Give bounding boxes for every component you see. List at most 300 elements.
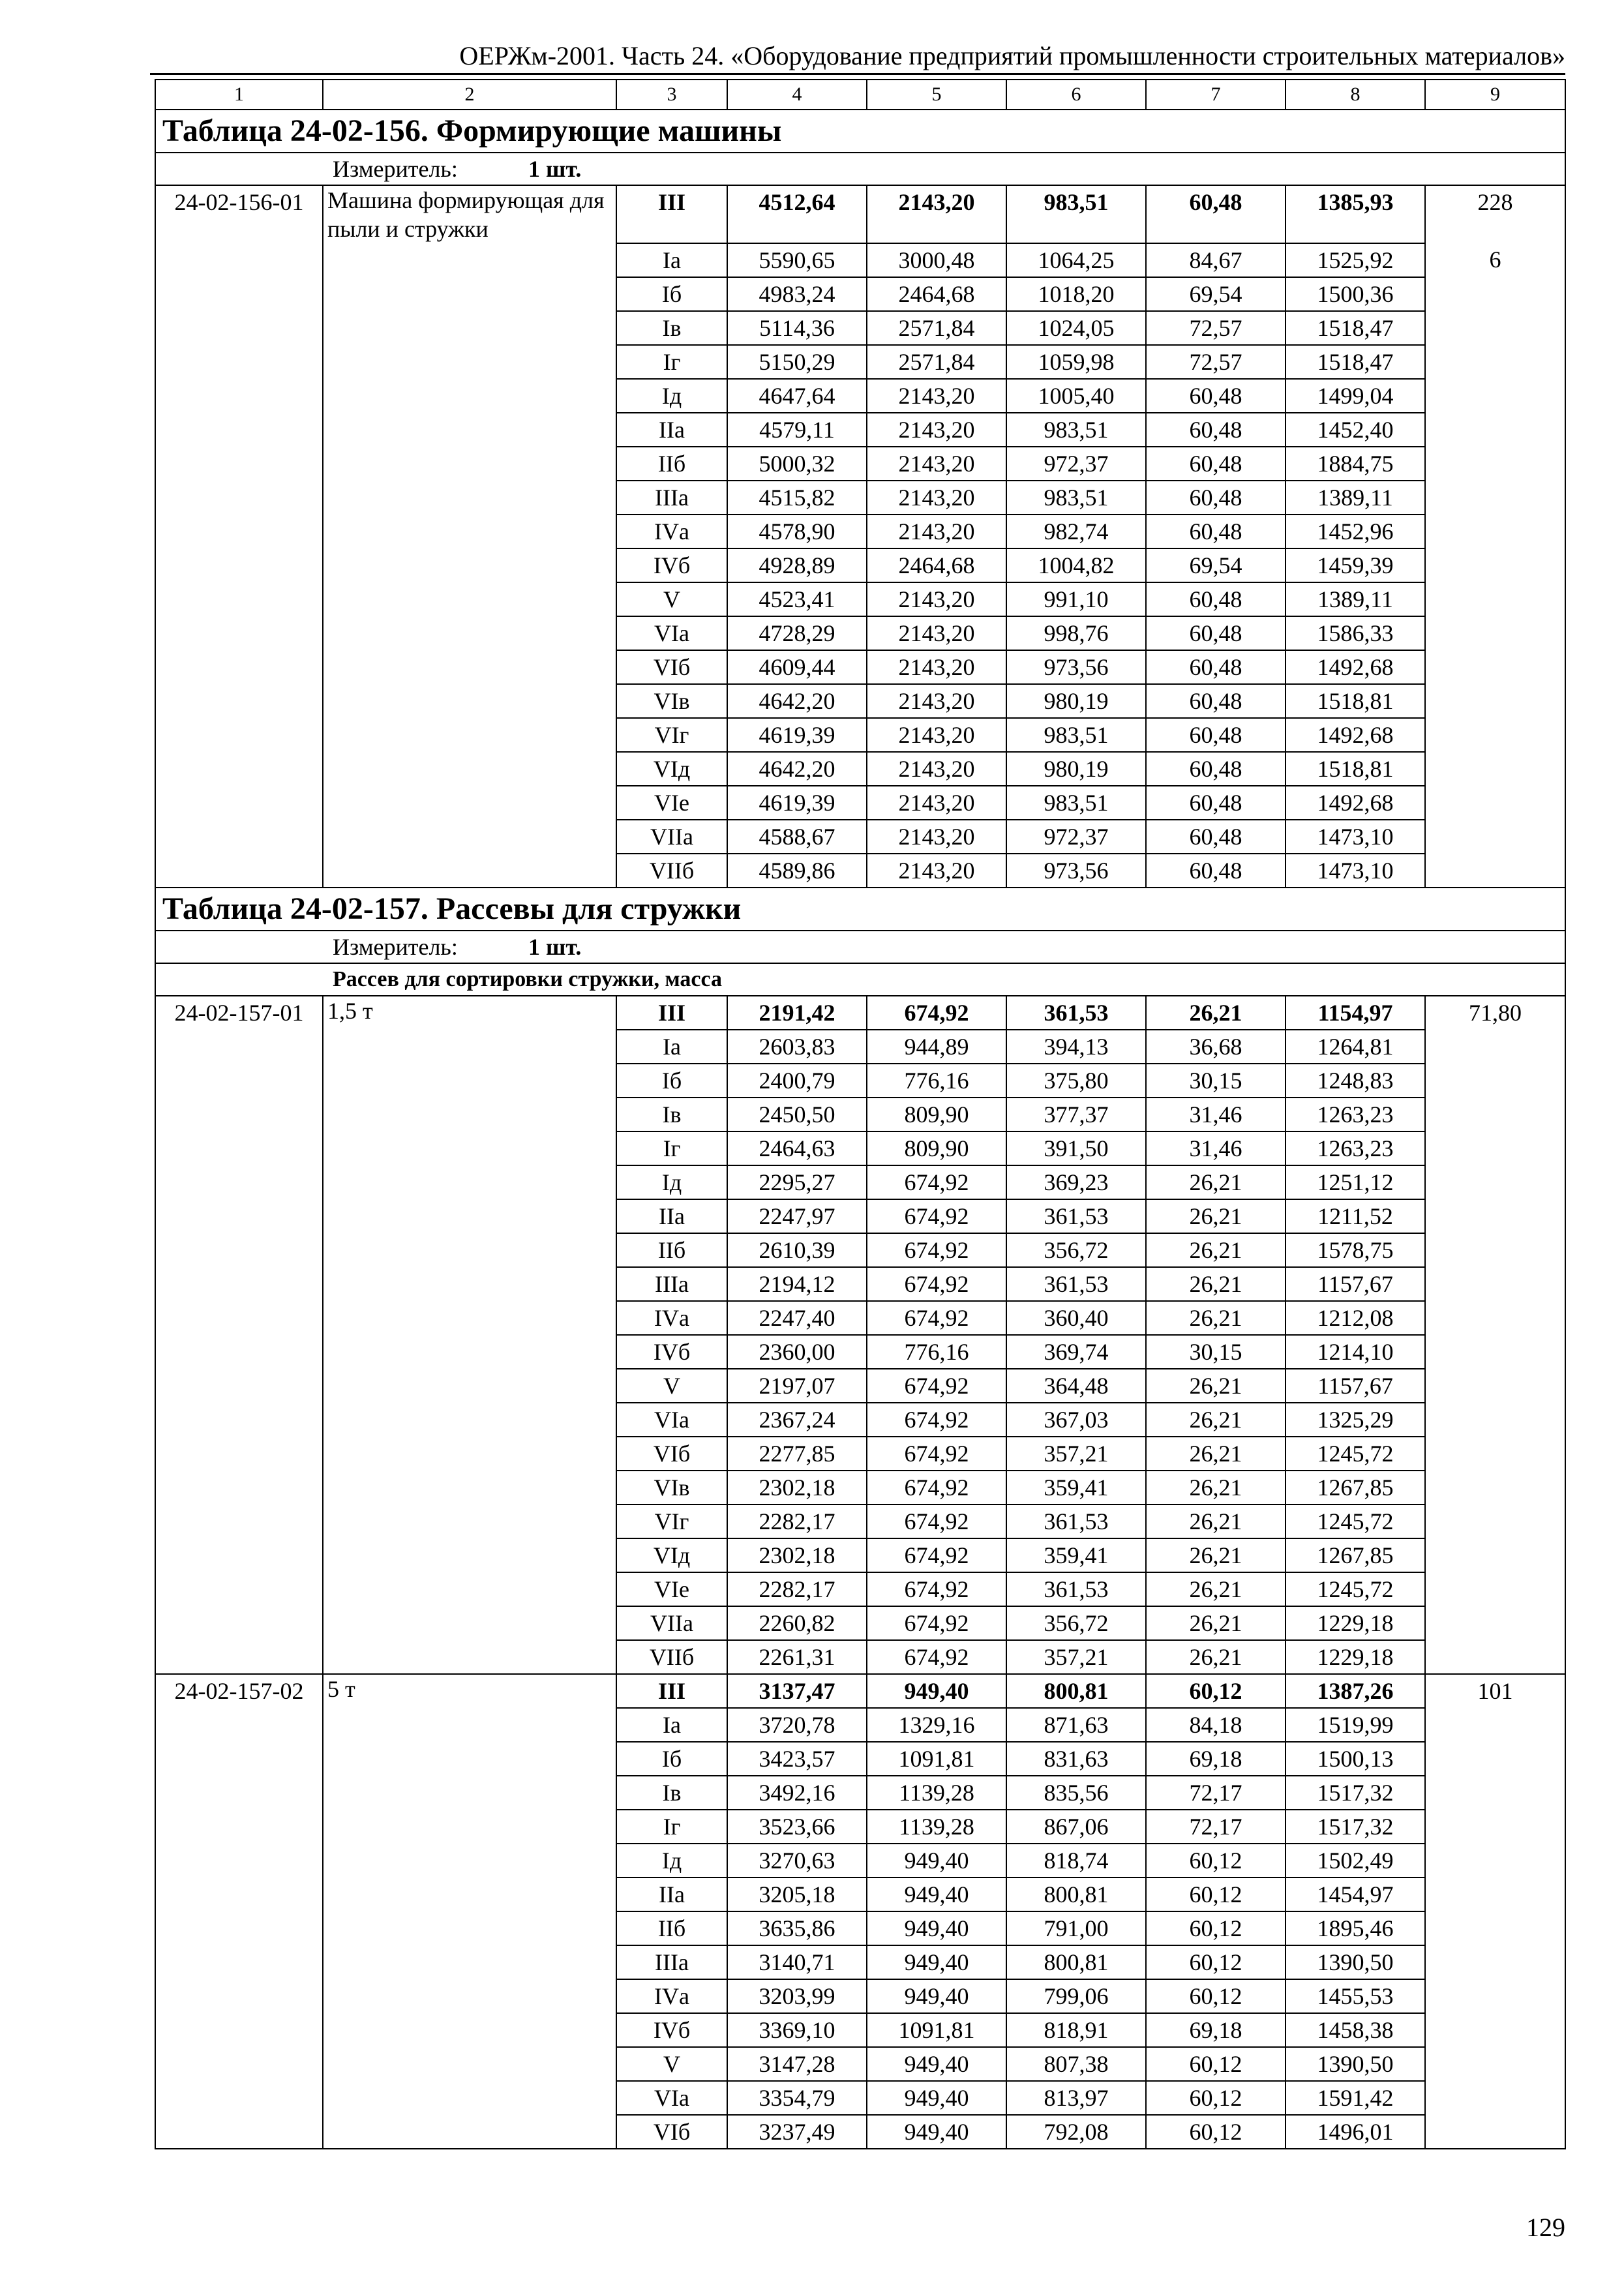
name-cell <box>323 2047 616 2081</box>
name-cell <box>323 752 616 786</box>
table-row <box>155 515 1565 548</box>
code-cell <box>155 786 323 820</box>
name-cell <box>323 2115 616 2149</box>
col9-cell <box>1425 1742 1565 1776</box>
value-cell: 2143,20 <box>867 413 1006 447</box>
value-cell: 2143,20 <box>867 650 1006 684</box>
value-cell: 980,19 <box>1006 684 1146 718</box>
col9-cell <box>1425 616 1565 650</box>
unit-label: Измеритель: <box>333 934 458 960</box>
value-cell: 60,48 <box>1146 684 1286 718</box>
value-cell: 831,63 <box>1006 1742 1146 1776</box>
value-cell: 3270,63 <box>727 1844 867 1878</box>
value-cell: 2143,20 <box>867 481 1006 515</box>
value-cell: 674,92 <box>867 1572 1006 1606</box>
table-row <box>155 2081 1565 2115</box>
value-cell: 871,63 <box>1006 1708 1146 1742</box>
value-cell: 1492,68 <box>1286 650 1425 684</box>
zone-cell: Iв <box>616 1776 727 1810</box>
value-cell: 1454,97 <box>1286 1878 1425 1911</box>
col9-cell <box>1425 1301 1565 1335</box>
value-cell: 69,18 <box>1146 2013 1286 2047</box>
column-number: 4 <box>727 80 867 110</box>
col9-cell <box>1425 786 1565 820</box>
zone-cell: Iд <box>616 379 727 413</box>
name-cell <box>323 1030 616 1064</box>
value-cell: 60,48 <box>1146 650 1286 684</box>
value-cell: 60,48 <box>1146 481 1286 515</box>
value-cell: 809,90 <box>867 1098 1006 1131</box>
value-cell: 31,46 <box>1146 1098 1286 1131</box>
unit-row <box>155 931 1565 963</box>
value-cell: 1211,52 <box>1286 1199 1425 1233</box>
table-row <box>155 582 1565 616</box>
col9-cell <box>1425 1199 1565 1233</box>
col9-cell: 101 <box>1425 1674 1565 1708</box>
zone-cell: VIг <box>616 718 727 752</box>
code-cell <box>155 1064 323 1098</box>
value-cell: 3137,47 <box>727 1674 867 1708</box>
value-cell: 4642,20 <box>727 684 867 718</box>
value-cell: 983,51 <box>1006 185 1146 243</box>
value-cell: 2302,18 <box>727 1538 867 1572</box>
unit-value: 1 шт. <box>528 156 582 182</box>
col9-cell <box>1425 1437 1565 1471</box>
name-cell <box>323 1301 616 1335</box>
name-cell <box>323 1267 616 1301</box>
value-cell: 1214,10 <box>1286 1335 1425 1369</box>
value-cell: 1473,10 <box>1286 854 1425 888</box>
zone-cell: IIа <box>616 1878 727 1911</box>
code-cell: 24-02-157-02 <box>155 1674 323 1708</box>
header-rule <box>150 73 1565 75</box>
value-cell: 2143,20 <box>867 820 1006 854</box>
name-cell <box>323 1064 616 1098</box>
value-cell: 973,56 <box>1006 650 1146 684</box>
zone-cell: VIв <box>616 684 727 718</box>
unit-row <box>155 153 1565 185</box>
value-cell: 377,37 <box>1006 1098 1146 1131</box>
value-cell: 1455,53 <box>1286 1979 1425 2013</box>
zone-cell: V <box>616 2047 727 2081</box>
col9-cell <box>1425 2013 1565 2047</box>
code-cell <box>155 1708 323 1742</box>
column-number-row <box>155 80 1565 110</box>
value-cell: 1390,50 <box>1286 1945 1425 1979</box>
value-cell: 394,13 <box>1006 1030 1146 1064</box>
value-cell: 1004,82 <box>1006 548 1146 582</box>
value-cell: 1519,99 <box>1286 1708 1425 1742</box>
zone-cell: Iа <box>616 1708 727 1742</box>
table-row <box>155 1810 1565 1844</box>
col9-cell <box>1425 1504 1565 1538</box>
value-cell: 361,53 <box>1006 1504 1146 1538</box>
value-cell: 949,40 <box>867 1844 1006 1878</box>
value-cell: 949,40 <box>867 1979 1006 2013</box>
value-cell: 949,40 <box>867 2081 1006 2115</box>
value-cell: 1263,23 <box>1286 1098 1425 1131</box>
name-cell <box>323 1776 616 1810</box>
value-cell: 674,92 <box>867 1301 1006 1335</box>
col9-cell <box>1425 311 1565 345</box>
value-cell: 375,80 <box>1006 1064 1146 1098</box>
value-cell: 1267,85 <box>1286 1538 1425 1572</box>
code-cell <box>155 1810 323 1844</box>
value-cell: 60,48 <box>1146 379 1286 413</box>
code-cell <box>155 1335 323 1369</box>
value-cell: 2143,20 <box>867 447 1006 481</box>
code-cell <box>155 1945 323 1979</box>
table-row <box>155 277 1565 311</box>
value-cell: 60,48 <box>1146 854 1286 888</box>
value-cell: 1245,72 <box>1286 1437 1425 1471</box>
code-cell <box>155 1979 323 2013</box>
value-cell: 1064,25 <box>1006 243 1146 277</box>
page-number: 129 <box>1526 2213 1565 2242</box>
zone-cell: VIIб <box>616 1640 727 1674</box>
zone-cell: IIб <box>616 1911 727 1945</box>
code-cell <box>155 1301 323 1335</box>
value-cell: 359,41 <box>1006 1538 1146 1572</box>
value-cell: 3147,28 <box>727 2047 867 2081</box>
zone-cell: Iа <box>616 243 727 277</box>
zone-cell: VIа <box>616 616 727 650</box>
value-cell: 2143,20 <box>867 515 1006 548</box>
zone-cell: IIIа <box>616 1267 727 1301</box>
col9-cell <box>1425 684 1565 718</box>
zone-cell: IIа <box>616 1199 727 1233</box>
col9-cell <box>1425 1098 1565 1131</box>
col9-cell <box>1425 854 1565 888</box>
table-row <box>155 311 1565 345</box>
value-cell: 2143,20 <box>867 854 1006 888</box>
value-cell: 60,12 <box>1146 1844 1286 1878</box>
value-cell: 2143,20 <box>867 752 1006 786</box>
value-cell: 359,41 <box>1006 1471 1146 1504</box>
section-title-row <box>155 110 1565 153</box>
table-row <box>155 1030 1565 1064</box>
name-cell <box>323 379 616 413</box>
column-number: 7 <box>1146 80 1286 110</box>
table-row <box>155 1640 1565 1674</box>
table-row <box>155 786 1565 820</box>
zone-cell: VIб <box>616 2115 727 2149</box>
value-cell: 1895,46 <box>1286 1911 1425 1945</box>
value-cell: 674,92 <box>867 1233 1006 1267</box>
table-row <box>155 996 1565 1030</box>
value-cell: 982,74 <box>1006 515 1146 548</box>
value-cell: 26,21 <box>1146 1403 1286 1437</box>
value-cell: 60,12 <box>1146 1674 1286 1708</box>
value-cell: 674,92 <box>867 1471 1006 1504</box>
value-cell: 361,53 <box>1006 1267 1146 1301</box>
value-cell: 2367,24 <box>727 1403 867 1437</box>
value-cell: 1325,29 <box>1286 1403 1425 1437</box>
name-cell <box>323 1131 616 1165</box>
name-cell <box>323 1335 616 1369</box>
column-number: 1 <box>155 80 323 110</box>
value-cell: 674,92 <box>867 1606 1006 1640</box>
value-cell: 361,53 <box>1006 1572 1146 1606</box>
table-row <box>155 1504 1565 1538</box>
value-cell: 26,21 <box>1146 1199 1286 1233</box>
value-cell: 4588,67 <box>727 820 867 854</box>
section-title: Таблица 24-02-156. Формирующие машины <box>155 110 1565 153</box>
value-cell: 26,21 <box>1146 1606 1286 1640</box>
value-cell: 3140,71 <box>727 1945 867 1979</box>
value-cell: 983,51 <box>1006 481 1146 515</box>
table-row <box>155 1572 1565 1606</box>
value-cell: 3203,99 <box>727 1979 867 2013</box>
value-cell: 26,21 <box>1146 1471 1286 1504</box>
code-cell <box>155 243 323 277</box>
code-cell <box>155 1471 323 1504</box>
value-cell: 983,51 <box>1006 718 1146 752</box>
value-cell: 1518,81 <box>1286 684 1425 718</box>
value-cell: 4523,41 <box>727 582 867 616</box>
value-cell: 1525,92 <box>1286 243 1425 277</box>
name-cell <box>323 277 616 311</box>
col9-cell <box>1425 820 1565 854</box>
value-cell: 60,48 <box>1146 786 1286 820</box>
value-cell: 2450,50 <box>727 1098 867 1131</box>
value-cell: 1492,68 <box>1286 786 1425 820</box>
name-cell <box>323 481 616 515</box>
value-cell: 674,92 <box>867 1267 1006 1301</box>
name-cell: Машина формирующая для пыли и стружки <box>323 185 616 243</box>
code-cell <box>155 1199 323 1233</box>
value-cell: 1005,40 <box>1006 379 1146 413</box>
subheading-text: Рассев для сортировки стружки, масса <box>333 967 723 991</box>
value-cell: 1212,08 <box>1286 1301 1425 1335</box>
zone-cell: IVб <box>616 2013 727 2047</box>
zone-cell: VIе <box>616 786 727 820</box>
code-cell <box>155 1776 323 1810</box>
value-cell: 72,17 <box>1146 1810 1286 1844</box>
value-cell: 776,16 <box>867 1335 1006 1369</box>
value-cell: 84,18 <box>1146 1708 1286 1742</box>
value-cell: 26,21 <box>1146 1165 1286 1199</box>
value-cell: 3369,10 <box>727 2013 867 2047</box>
col9-cell <box>1425 752 1565 786</box>
value-cell: 26,21 <box>1146 1640 1286 1674</box>
code-cell <box>155 1030 323 1064</box>
code-cell <box>155 1538 323 1572</box>
name-cell <box>323 1979 616 2013</box>
code-cell <box>155 379 323 413</box>
value-cell: 2260,82 <box>727 1606 867 1640</box>
value-cell: 369,74 <box>1006 1335 1146 1369</box>
name-cell <box>323 1538 616 1572</box>
value-cell: 674,92 <box>867 1437 1006 1471</box>
zone-cell: VIа <box>616 1403 727 1437</box>
value-cell: 973,56 <box>1006 854 1146 888</box>
code-cell <box>155 820 323 854</box>
value-cell: 369,23 <box>1006 1165 1146 1199</box>
value-cell: 26,21 <box>1146 1504 1286 1538</box>
code-cell <box>155 2013 323 2047</box>
value-cell: 60,48 <box>1146 413 1286 447</box>
value-cell: 800,81 <box>1006 1945 1146 1979</box>
value-cell: 1091,81 <box>867 1742 1006 1776</box>
name-cell <box>323 786 616 820</box>
table-row <box>155 1301 1565 1335</box>
value-cell: 1059,98 <box>1006 345 1146 379</box>
value-cell: 674,92 <box>867 1199 1006 1233</box>
value-cell: 1091,81 <box>867 2013 1006 2047</box>
name-cell <box>323 515 616 548</box>
value-cell: 1387,26 <box>1286 1674 1425 1708</box>
value-cell: 818,74 <box>1006 1844 1146 1878</box>
value-cell: 31,46 <box>1146 1131 1286 1165</box>
value-cell: 2247,97 <box>727 1199 867 1233</box>
value-cell: 1139,28 <box>867 1776 1006 1810</box>
name-cell <box>323 311 616 345</box>
zone-cell: VIе <box>616 1572 727 1606</box>
value-cell: 36,68 <box>1146 1030 1286 1064</box>
value-cell: 1329,16 <box>867 1708 1006 1742</box>
value-cell: 1473,10 <box>1286 820 1425 854</box>
value-cell: 60,12 <box>1146 1979 1286 2013</box>
table-body <box>155 80 1565 2149</box>
value-cell: 791,00 <box>1006 1911 1146 1945</box>
value-cell: 2571,84 <box>867 345 1006 379</box>
value-cell: 4578,90 <box>727 515 867 548</box>
value-cell: 30,15 <box>1146 1335 1286 1369</box>
value-cell: 60,48 <box>1146 616 1286 650</box>
code-cell <box>155 2081 323 2115</box>
subheading-cell <box>155 963 1565 996</box>
value-cell: 674,92 <box>867 1538 1006 1572</box>
value-cell: 356,72 <box>1006 1606 1146 1640</box>
code-cell <box>155 1911 323 1945</box>
unit-value: 1 шт. <box>528 934 582 960</box>
col9-cell <box>1425 1165 1565 1199</box>
table-row <box>155 820 1565 854</box>
value-cell: 3492,16 <box>727 1776 867 1810</box>
col9-cell: 228 <box>1425 185 1565 243</box>
value-cell: 980,19 <box>1006 752 1146 786</box>
value-cell: 60,12 <box>1146 2115 1286 2149</box>
table-row <box>155 1098 1565 1131</box>
value-cell: 4609,44 <box>727 650 867 684</box>
table-row <box>155 1064 1565 1098</box>
value-cell: 26,21 <box>1146 1437 1286 1471</box>
name-cell <box>323 820 616 854</box>
name-cell <box>323 1640 616 1674</box>
name-cell <box>323 243 616 277</box>
code-cell <box>155 548 323 582</box>
unit-label: Измеритель: <box>333 156 458 182</box>
zone-cell: IIIа <box>616 481 727 515</box>
code-cell <box>155 345 323 379</box>
value-cell: 3237,49 <box>727 2115 867 2149</box>
code-cell <box>155 1403 323 1437</box>
col9-cell <box>1425 1403 1565 1437</box>
table-row <box>155 718 1565 752</box>
col9-cell <box>1425 2081 1565 2115</box>
col9-cell <box>1425 1708 1565 1742</box>
value-cell: 72,57 <box>1146 345 1286 379</box>
value-cell: 2464,68 <box>867 548 1006 582</box>
name-cell <box>323 1606 616 1640</box>
table-row <box>155 2013 1565 2047</box>
table-row <box>155 684 1565 718</box>
value-cell: 3523,66 <box>727 1810 867 1844</box>
table-row <box>155 1267 1565 1301</box>
value-cell: 1518,81 <box>1286 752 1425 786</box>
table-row <box>155 1979 1565 2013</box>
value-cell: 3205,18 <box>727 1878 867 1911</box>
value-cell: 2603,83 <box>727 1030 867 1064</box>
code-cell: 24-02-157-01 <box>155 996 323 1030</box>
table-row <box>155 481 1565 515</box>
value-cell: 983,51 <box>1006 786 1146 820</box>
col9-cell <box>1425 1267 1565 1301</box>
table-row <box>155 243 1565 277</box>
col9-cell <box>1425 1810 1565 1844</box>
name-cell <box>323 1742 616 1776</box>
code-cell <box>155 718 323 752</box>
code-cell <box>155 582 323 616</box>
col9-cell <box>1425 1369 1565 1403</box>
value-cell: 1024,05 <box>1006 311 1146 345</box>
name-cell <box>323 854 616 888</box>
value-cell: 1263,23 <box>1286 1131 1425 1165</box>
value-cell: 1502,49 <box>1286 1844 1425 1878</box>
value-cell: 1264,81 <box>1286 1030 1425 1064</box>
column-number: 2 <box>323 80 616 110</box>
value-cell: 5000,32 <box>727 447 867 481</box>
zone-cell: III <box>616 996 727 1030</box>
value-cell: 1385,93 <box>1286 185 1425 243</box>
name-cell <box>323 1369 616 1403</box>
value-cell: 1245,72 <box>1286 1504 1425 1538</box>
code-cell <box>155 447 323 481</box>
value-cell: 4579,11 <box>727 413 867 447</box>
value-cell: 364,48 <box>1006 1369 1146 1403</box>
name-cell <box>323 1844 616 1878</box>
value-cell: 2191,42 <box>727 996 867 1030</box>
code-cell <box>155 1742 323 1776</box>
value-cell: 1518,47 <box>1286 311 1425 345</box>
col9-cell <box>1425 345 1565 379</box>
code-cell <box>155 684 323 718</box>
col9-cell: 6 <box>1425 243 1565 277</box>
name-cell: 1,5 т <box>323 996 616 1030</box>
table-row <box>155 650 1565 684</box>
col9-cell <box>1425 1878 1565 1911</box>
value-cell: 983,51 <box>1006 413 1146 447</box>
value-cell: 1492,68 <box>1286 718 1425 752</box>
zone-cell: Iв <box>616 311 727 345</box>
value-cell: 674,92 <box>867 1640 1006 1674</box>
code-cell <box>155 1844 323 1878</box>
subheading-row <box>155 963 1565 996</box>
value-cell: 60,48 <box>1146 515 1286 548</box>
value-cell: 84,67 <box>1146 243 1286 277</box>
col9-cell <box>1425 1844 1565 1878</box>
name-cell <box>323 650 616 684</box>
table-row <box>155 1844 1565 1878</box>
col9-cell <box>1425 379 1565 413</box>
name-cell <box>323 1403 616 1437</box>
value-cell: 26,21 <box>1146 1369 1286 1403</box>
table-row <box>155 2115 1565 2149</box>
price-table <box>155 79 1566 2149</box>
value-cell: 991,10 <box>1006 582 1146 616</box>
value-cell: 949,40 <box>867 2115 1006 2149</box>
